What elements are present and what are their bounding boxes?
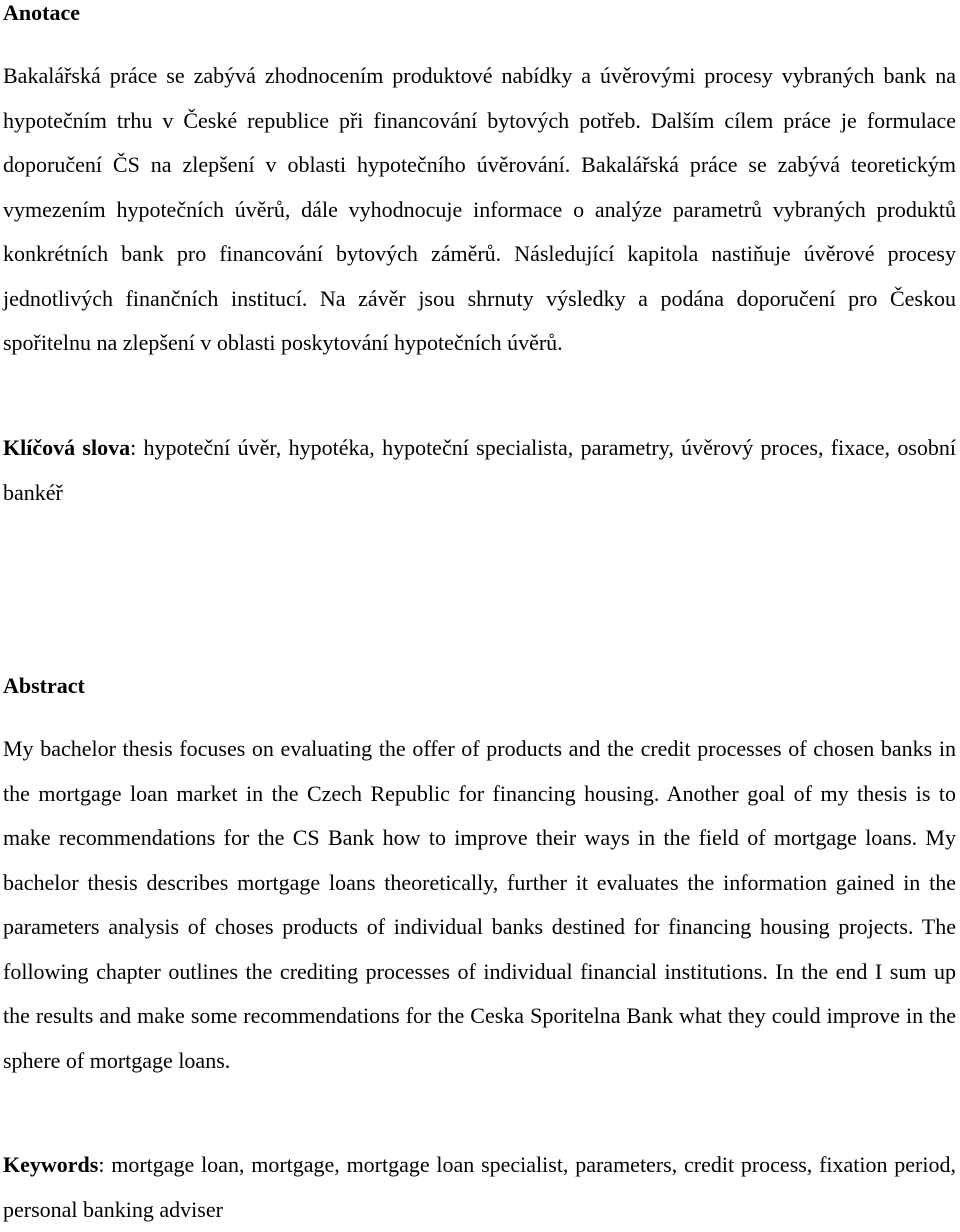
abstract-keywords-label: Keywords (3, 1152, 99, 1177)
abstract-paragraph: My bachelor thesis focuses on evaluating the offer of products and the credit processes of chosen banks in the mortgage loan market in the Czech Republic for financing housing. Another goal of my thesis is to make recommendations for the CS Bank how to improve their ways in the field of mortgage loans. My bachelor thesis describes mortgage loans theoretically, further it evaluates the information gained in the parameters analysis of choses products of individual banks destined for financing housing projects. The following chapter outlines the crediting processes of individual financial institutions. In the end I sum up the results and make some recommendations for the Ceska Sporitelna Bank what they could improve in the sphere of mortgage loans. (3, 736, 956, 1073)
anotace-heading: Anotace (3, 0, 80, 25)
abstract-heading: Abstract (3, 673, 85, 698)
anotace-paragraph: Bakalářská práce se zabývá zhodnocením produktové nabídky a úvěrovými procesy vybraných bank na hypotečním trhu v České republice při financování bytových potřeb. Dalším cílem práce je formulace doporučení ČS na zlepšení v oblasti hypotečního úvěrování. Bakalářská práce se zabývá teoretickým vymezením hypotečních úvěrů, dále vyhodnocuje informace o analýze parametrů vybraných produktů konkrétních bank pro financování bytových záměrů. Následující kapitola nastiňuje úvěrové procesy jednotlivých finančních institucí. Na závěr jsou shrnuty výsledky a podána doporučení pro Českou spořitelnu na zlepšení v oblasti poskytování hypotečních úvěrů. (3, 63, 956, 355)
anotace-keywords-list: : hypoteční úvěr, hypotéka, hypoteční specialista, parametry, úvěrový proces, fixace, osobní bankéř (3, 435, 956, 505)
anotace-keywords-label: Klíčová slova (3, 435, 131, 460)
abstract-keywords-list: : mortgage loan, mortgage, mortgage loan specialist, parameters, credit process, fixation period, personal banking adviser (3, 1152, 956, 1222)
anotace-keywords (3, 426, 956, 515)
abstract-keywords (3, 1143, 956, 1232)
